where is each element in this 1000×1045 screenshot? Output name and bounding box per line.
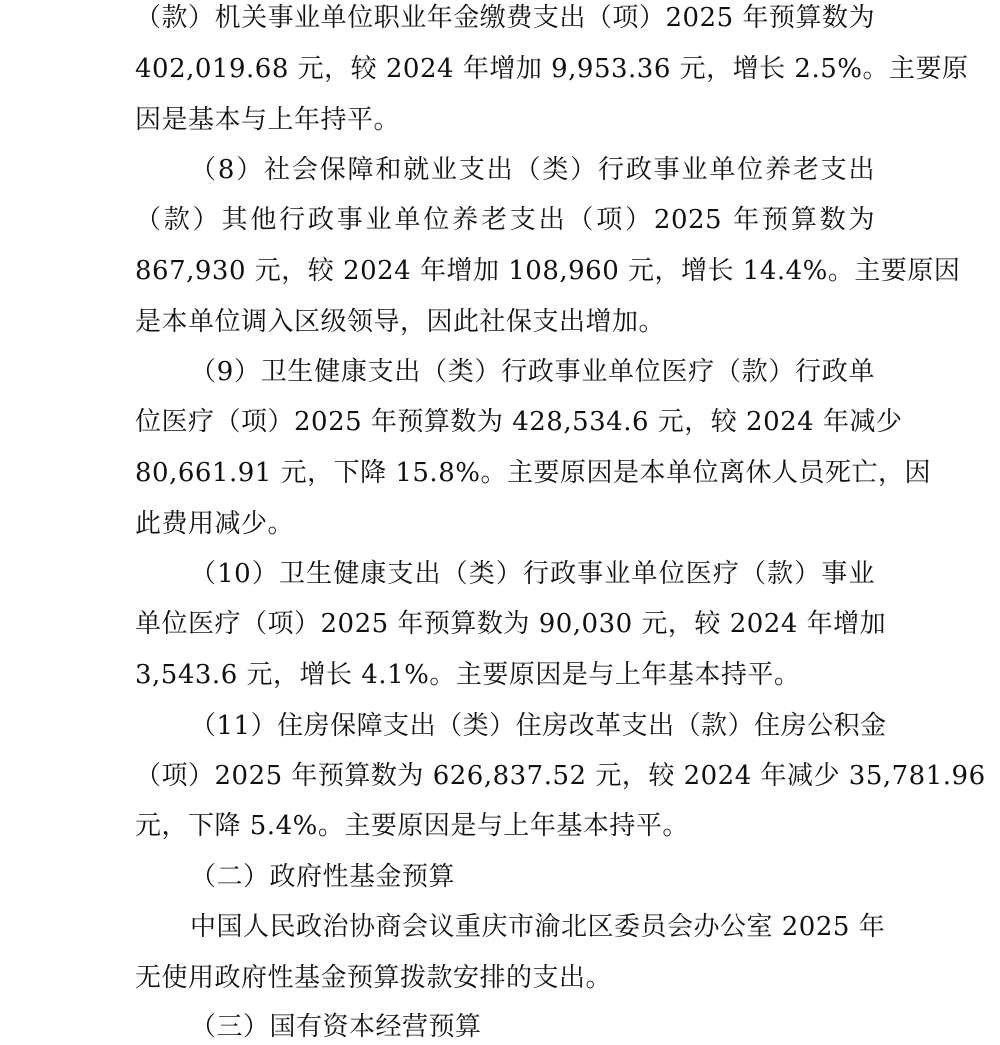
paragraph-line: 元，下降 5.4%。主要原因是与上年基本持平。: [135, 811, 689, 841]
paragraph-line: （9）卫生健康支出（类）行政事业单位医疗（款）行政单: [190, 357, 875, 387]
section-heading: （二）政府性基金预算: [190, 862, 456, 892]
paragraph-line: 单位医疗（项）2025 年预算数为 90,030 元，较 2024 年增加: [135, 609, 887, 639]
paragraph-line: （11）住房保障支出（类）住房改革支出（款）住房公积金: [190, 711, 887, 741]
paragraph-line: 402,019.68 元，较 2024 年增加 9,953.36 元，增长 2.5%。主要原: [135, 54, 969, 84]
paragraph-line: 3,543.6 元，增长 4.1%。主要原因是与上年基本持平。: [135, 660, 801, 690]
paragraph-line: （10）卫生健康支出（类）行政事业单位医疗（款）事业: [190, 559, 875, 589]
paragraph-line: （项）2025 年预算数为 626,837.52 元，较 2024 年减少 35,781.96: [135, 761, 986, 791]
paragraph-line: 867,930 元，较 2024 年增加 108,960 元，增长 14.4%。主要原因: [135, 256, 961, 286]
paragraph-line: （8）社会保障和就业支出（类）行政事业单位养老支出: [190, 155, 875, 185]
paragraph-line: （款）机关事业单位职业年金缴费支出（项）2025 年预算数为: [135, 3, 875, 33]
paragraph-line: 位医疗（项）2025 年预算数为 428,534.6 元，较 2024 年减少: [135, 407, 903, 437]
paragraph-line: 因是基本与上年持平。: [135, 105, 401, 135]
paragraph-line: 80,661.91 元，下降 15.8%。主要原因是本单位离休人员死亡，因: [135, 458, 931, 488]
section-heading: （三）国有资本经营预算: [190, 1012, 482, 1042]
paragraph-line: 此费用减少。: [135, 509, 295, 539]
paragraph-line: （款）其他行政事业单位养老支出（项）2025 年预算数为: [135, 205, 875, 235]
paragraph-line: 中国人民政治协商会议重庆市渝北区委员会办公室 2025 年: [190, 912, 886, 942]
paragraph-line: 无使用政府性基金预算拨款安排的支出。: [135, 963, 613, 993]
paragraph-line: 是本单位调入区级领导，因此社保支出增加。: [135, 307, 666, 337]
